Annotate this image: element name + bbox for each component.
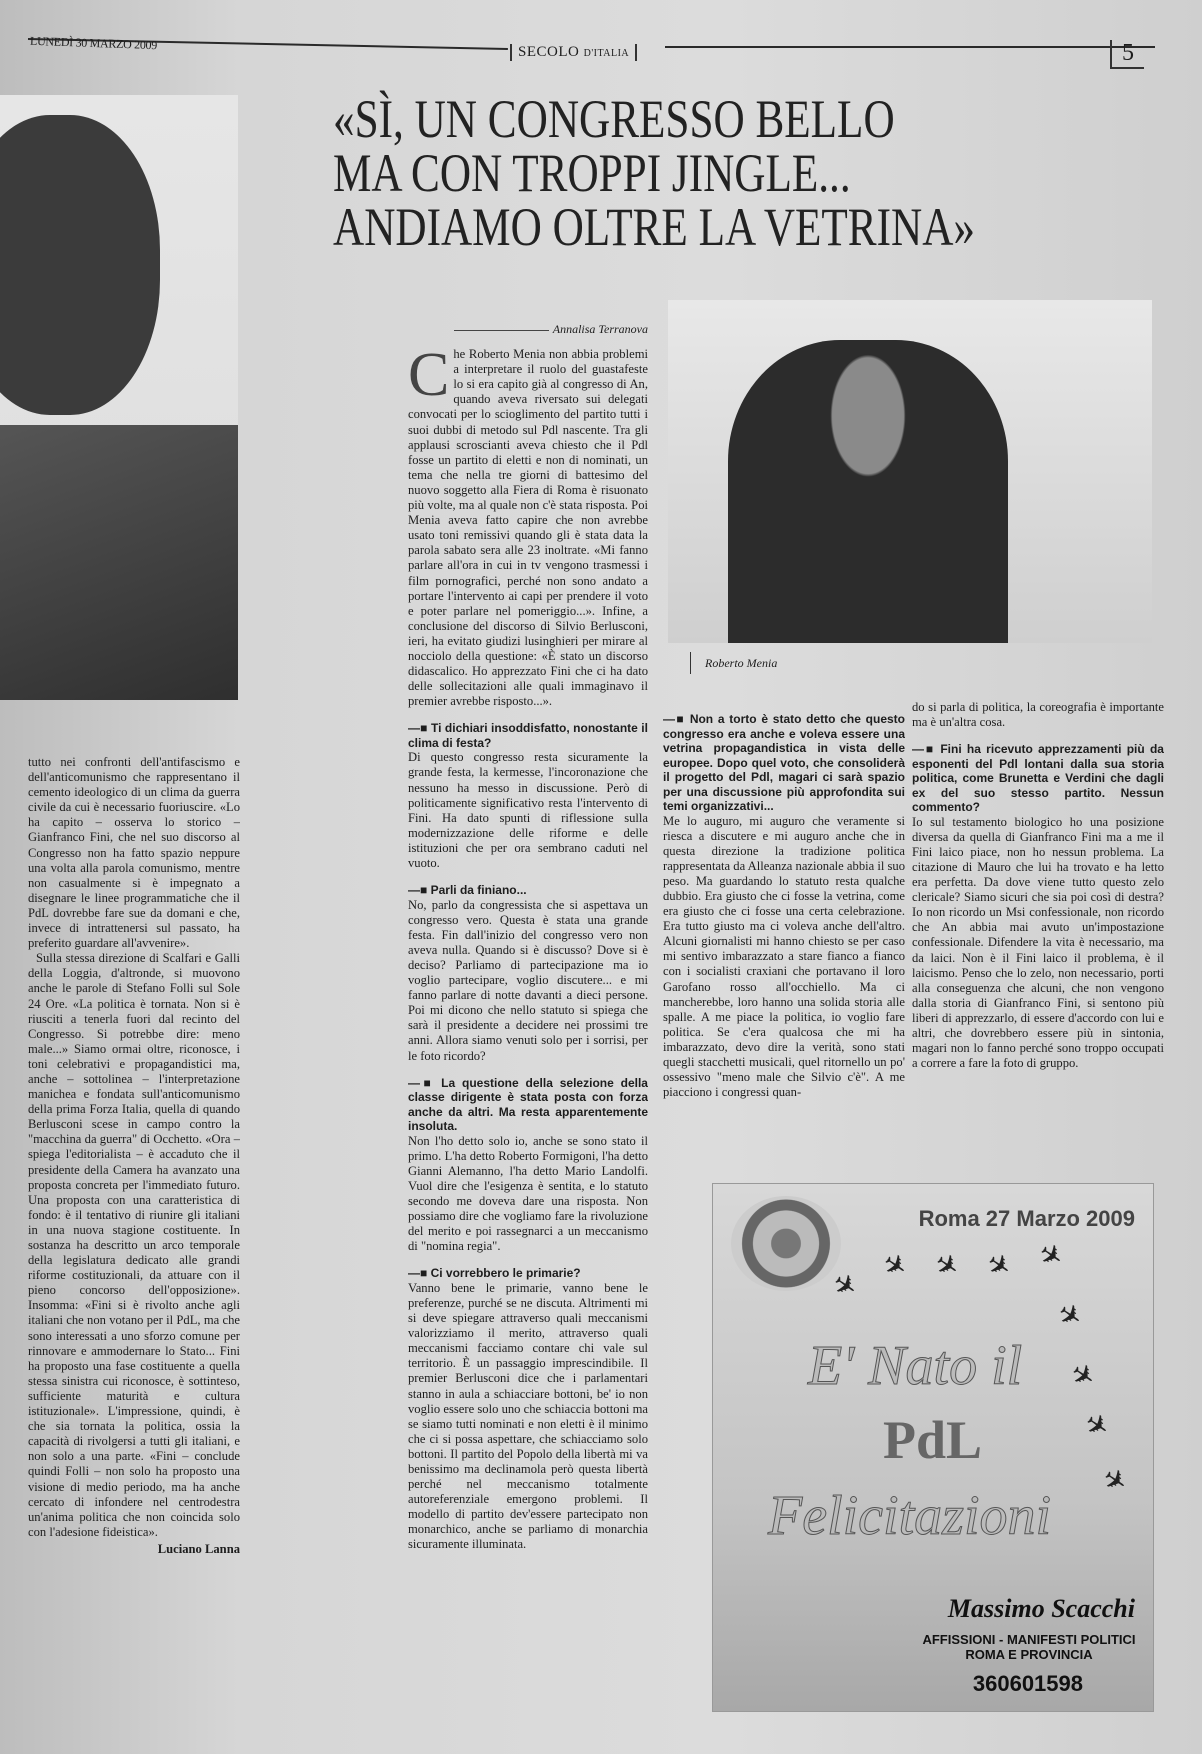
headline	[333, 89, 975, 257]
airplane-icon: ✈	[1063, 1356, 1101, 1396]
airplane-icon: ✈	[1095, 1461, 1133, 1501]
page-number: 5	[1110, 40, 1144, 69]
roberto-menia-photo	[668, 300, 1152, 643]
ad-business	[919, 1632, 1139, 1662]
interview-question: —■ Parli da finiano...	[408, 883, 648, 898]
interview-answer: Me lo auguro, mi auguro che veramente si riesca a discutere e mi auguro anche che in questa direzione la tradizione politica rappresentata da Alleanza nazionale abbia il suo peso. Ma guardando lo statuto resta qualche dubbio. Era giusto che ci fosse la vetrina, come era giusto che ci fosse una certa celebrazione. Era tutto giusto ma ci voleva anche dell'altro. Alcuni giornalisti mi hanno chiesto se per caso mi sentivo imbarazzato a stare fianco a fianco con i socialisti craxiani che portavano il loro Garofano rosso all'occhiello. Ma ci mancherebbe, loro hanno una solida storia alle spalle. A me piace la politica, io voglio fare politica. Se c'era qualcosa che mi ha imbarazzato, devo dire la verità, sono stati quegli stacchetti musicali, quel ritornello un po' ossessivo "meno male che Silvio c'è". A me piacciono i congressi quan-	[663, 813, 905, 1100]
airplane-icon: ✈	[875, 1246, 913, 1286]
interview-answer: Io sul testamento biologico ho una posizione diversa da quella di Gianfranco Fini ma a me il Fini laico piace, non ho nessun problema. La citazione di Mauro che lui ha trovato e ha letto era perfetta. Da dove viene tutto questo zelo clericale? Siamo sicuri che sia poi così di destra? Io non ricordo un Msi confessionale, non ricordo che An abbia mai avuto un'impostazione confessionale. Difendere la vita è necessario, ma da laici. Non è il Fini laico il problema, è il laicismo. Penso che lo zelo, non necessario, porti alla conseguenza che alcuni, che non vengono dalla storia di Gianfranco Fini, si sentono più liberi di apprezzarlo, di essere d'accordo con lui e altri, che dovrebbero essere più in sintonia, magari non lo fanno perché sono troppo occupati a correre a fare la foto di gruppo.	[912, 814, 1164, 1071]
ad-business-line: ROMA E PROVINCIA	[965, 1647, 1093, 1662]
interview-question: —■ Ci vorrebbero le primarie?	[408, 1266, 648, 1281]
photo-caption: Roberto Menia	[690, 652, 777, 674]
paragraph: Sulla stessa direzione di Scalfari e Galli della Loggia, d'altronde, si muovono anche le parole di Stefano Folli sul Sole 24 Ore. «La politica è tornata. Non si è riusciti a tenerla fuori dal recinto del Congresso. Si potrebbe dire: meno male...» Siamo ormai oltre, riconosce, i toni celebrativi e propagandistici ma, anche – sottolinea – l'interpretazione manichea e fondata sull'anticomunismo della prima Forza Italia, quella di quando Berlusconi scese in campo contro la "macchina da guerra" di Occhetto. «Ora – spiega l'editorialista – è accaduto che il presidente della Camera ha avanzato una proposta concreta per l'immediato futuro. Una proposta con una caratteristica di fondo: è il tentativo di riunire gli italiani in una nuova stagione costituente. In sostanza ha descritto un arco temporale della legislatura dedicato alle grandi riforme costituzionali, da attuare con il pieno concorso dell'opposizione». Insomma: «Fini si è rivolto anche agli italiani che non votano per il PdL, ma che sono interessati a uno sforzo comune per rinnovare e ammodernare lo Stato... Fini ha proposto una fase costituente a quella stessa sinistra cui riconosce, è sottinteso, sufficiente maturità e cultura istituzionale». L'impressione, quindi, è che sia tornata la politica, ossia la capacità di rivolgersi a tutti gli italiani, e non solo a una parte. «Fini – conclude quindi Folli – non solo ha proposto una visione di medio periodo, ma ha anche cercato di infondere nel centrodestra un'anima politica che non coincida solo con l'adesione fideistica».	[28, 951, 240, 1539]
header-rule-right	[665, 46, 1155, 48]
interview-answer: Di questo congresso resta sicuramente la grande festa, la kermesse, l'incoronazione che nessuno ha messo in discussione. Però di politicamente significativo resta l'intervento di Fini. Ha dato spunti di riflessione sulla modernizzazione delle riforme e delle istituzioni che per ora sembrano caduti nel vuoto.	[408, 750, 648, 870]
headline-line: MA CON TROPPI JINGLE...	[333, 143, 851, 203]
author-signature: Luciano Lanna	[157, 1541, 240, 1556]
ad-date: Roma 27 Marzo 2009	[918, 1206, 1135, 1231]
interview-answer: Non l'ho detto solo io, anche se sono stato il primo. L'ha detto Roberto Formigoni, l'ha detto Gianni Alemanno, l'ha detto Mario Landolfi. Vuol dire che l'esigenza è sentita, e lo statuto secondo me doveva dare una risposta. Non possiamo dire che vogliamo fare la rivoluzione del merito e poi rassegnarci a un meccanismo di "nomina regia".	[408, 1133, 648, 1254]
issue-date: LUNEDÌ 30 MARZO 2009	[29, 33, 158, 53]
masthead-suffix: D'ITALIA	[583, 48, 630, 59]
interview-answer: Vanno bene le primarie, vanno bene le preferenze, purché se ne discuta. Altrimenti mi si deve spiegare attraverso quali meccanismi valorizziamo il merito, attraverso quali meccanismi facciamo contare chi vale sul territorio. È un passaggio imprescindibile. Il premier Berlusconi dice che i parlamentari stanno in aula a schiacciare bottoni, be' io non voglio essere solo uno che schiaccia bottoni ma se siamo tutti nominati e non eletti è il minimo che ci si possa aspettare, che schiacciamo solo bottoni. Il partito del Popolo della libertà mi va benissimo ma declinamola però questa libertà perché nel meccanismo totalmente autoreferenziale emergono problemi. Il modello di partito dev'essere partecipato non monarchico, anche se parliamo di monarchia sicuramente illuminata.	[408, 1280, 648, 1552]
ad-sponsor-name: Massimo Scacchi	[947, 1594, 1135, 1623]
masthead	[510, 44, 637, 61]
airplane-icon: ✈	[1031, 1236, 1069, 1276]
airplane-icon: ✈	[927, 1246, 965, 1286]
drop-cap: C	[408, 341, 450, 410]
interview-column-1	[408, 322, 648, 1712]
byline: Annalisa Terranova	[408, 322, 648, 337]
airplane-icon: ✈	[979, 1246, 1017, 1286]
masthead-name: SECOLO	[518, 44, 580, 60]
airplane-icon: ✈	[825, 1266, 863, 1306]
interview-answer: No, parlo da congressista che si aspettava un congresso vero. Questa è stata una grande festa. Fin dall'inizio del congresso vero non aveva nulla. Quando si è discusso? Dove si è deciso? Parliamo di partecipazione ma io voglio partecipare, voglio discutere... e mi fanno parlare di notte davanti a dieci persone. Poi mi dicono che nello statuto si spiega che sarà il presidente a decidere nei prossimi tre anni. Allora siamo venuti solo per i sorrisi, per le foto ricordo?	[408, 897, 648, 1063]
interview-question: —■ Fini ha ricevuto apprezzamenti più da esponenti del Pdl lontani dalla sua storia politica, come Brunetta e Verdini che dagli ex del suo stesso partito. Nessun commento?	[912, 742, 1164, 815]
airplane-icon: ✈	[1077, 1406, 1115, 1446]
interview-question: —■ Non a torto è stato detto che questo congresso era anche e voleva essere una vetrina propagandistica in vista delle europee. Dopo quel voto, che consoliderà il progetto del Pdl, magari ci sarà spazio per una discussione più approfondita sui temi organizzativi...	[663, 712, 905, 814]
ad-party-name: PdL	[883, 1410, 983, 1470]
portrait-photo-left	[0, 95, 238, 700]
interview-answer: do si parla di politica, la coreografia è importante ma è un'altra cosa.	[912, 700, 1164, 730]
sidebar-article-column	[28, 755, 240, 1710]
ad-congratulations: Felicitazioni	[768, 1485, 1052, 1547]
airplane-icon: ✈	[1050, 1296, 1088, 1336]
interview-column-2	[663, 700, 905, 1180]
advertisement	[712, 1183, 1154, 1712]
ad-phone: 360601598	[972, 1671, 1083, 1696]
ad-business-line: AFFISSIONI - MANIFESTI POLITICI	[922, 1632, 1136, 1647]
ad-headline: E' Nato il	[808, 1335, 1023, 1397]
interview-question: —■ Ti dichiari insoddisfatto, nonostante il clima di festa?	[408, 721, 648, 750]
interview-column-3	[912, 700, 1164, 1180]
interview-answer: he Roberto Menia non abbia problemi a interpretare il ruolo del guastafeste lo si era capito già al congresso di An, quando aveva riversato sui delegati convocati per lo scioglimento del partito tutti i suoi dubbi di metodo sul Pdl nascente. Tra gli applausi scroscianti aveva chiesto che il Pdl fosse un partito di eletti e non di nominati, un tema che nella tre giorni di battesimo del nuovo soggetto alla Fiera di Roma è risuonato più volte, ma al quale non c'è stata risposta. Poi Menia aveva fatto capire che non avrebbe usato toni remissivi quando gli è stata data la parola sabato sera alle 23 inoltrate. «Mi fanno parlare all'ora in cui in tv vengono trasmessi i film pornografici, perché non sono andato a portare l'intervento ai capi per prendere il voto e poter parlare nel pomeriggio...». Infine, a conclusione del discorso di Silvio Berlusconi, ieri, ha evitato giudizi lusinghieri per mirare al nocciolo della questione: «È stato un discorso didascalico. Ho apprezzato Fini che ci ha dato delle sollecitazioni alle quali immaginavo il premier avrebbe risposto...».	[408, 347, 648, 709]
interview-question: —■ La questione della selezione della classe dirigente è stata posta con forza anche da altri. Ma resta apparentemente insoluta.	[408, 1076, 648, 1134]
headline-line: ANDIAMO OLTRE LA VETRINA»	[333, 197, 975, 257]
headline-line: «SÌ, UN CONGRESSO BELLO	[333, 89, 895, 149]
paragraph: tutto nei confronti dell'antifascismo e dell'anticomunismo che rappresentano il cemento ideologico di un clima da guerra civile da cui è necessario fuoriuscire. «Lo ha capito – osserva lo storico – Gianfranco Fini, che nel suo discorso al Congresso non ha fatto spazio neppure una volta alla parola comunismo, mentre non casualmente si è impegnato a disegnare le linee programmatiche che il PdL dovrebbe fare sue da domani e che, invece di intrattenersi sul passato, ha preferito guardare all'avvenire».	[28, 755, 240, 951]
ribbon-bow-icon	[731, 1196, 841, 1291]
